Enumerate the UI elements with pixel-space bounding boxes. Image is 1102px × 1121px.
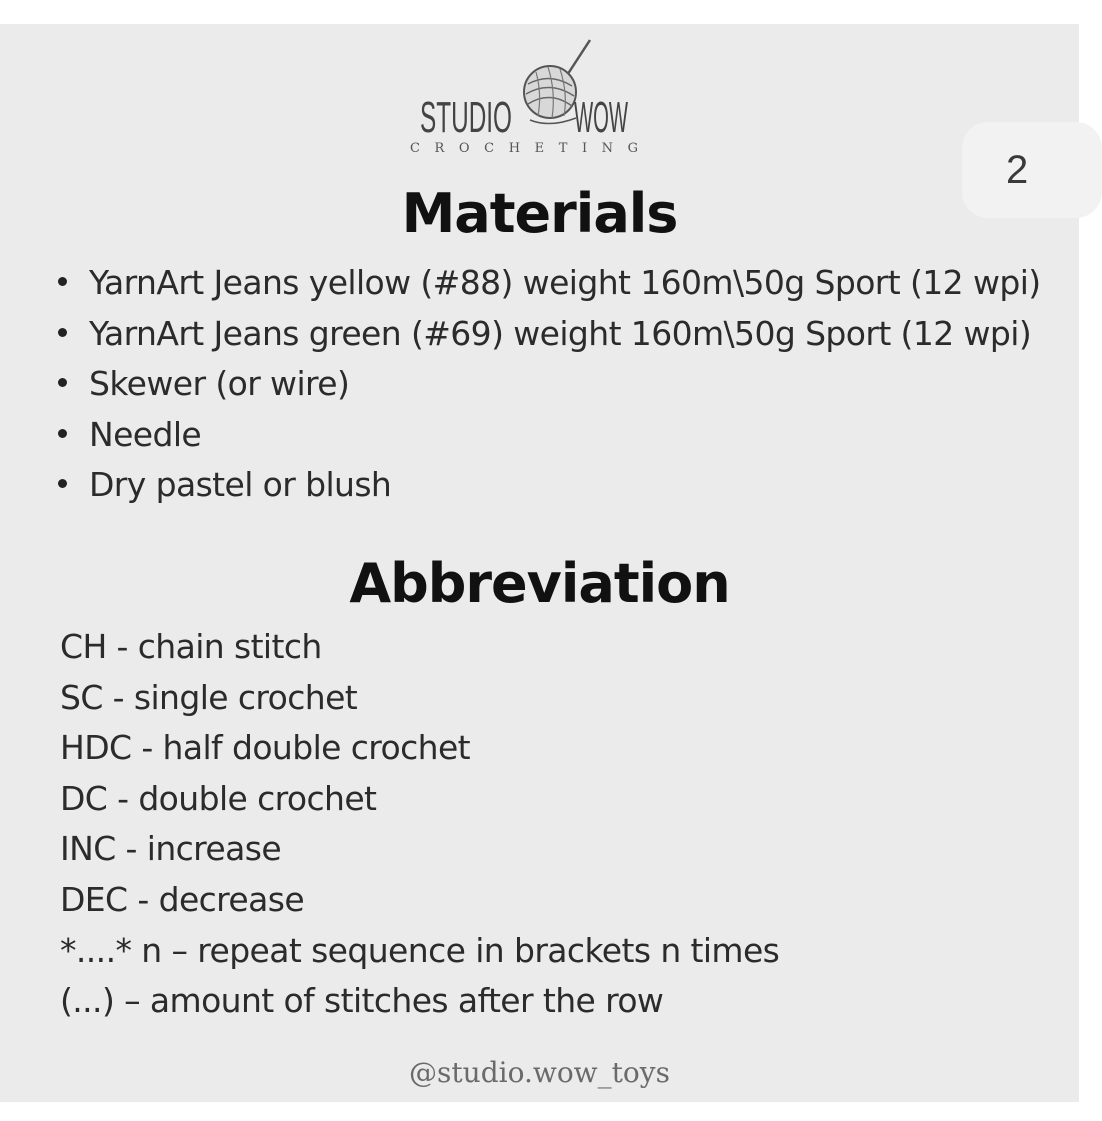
abbreviation-item: HDC - half double crochet — [60, 728, 471, 768]
list-item: YarnArt Jeans green (#69) weight 160m\50g Sport (12 wpi) — [58, 309, 1041, 360]
list-item: Dry pastel or blush — [58, 460, 1041, 511]
list-item: Skewer (or wire) — [58, 359, 1041, 410]
abbreviation-item: INC - increase — [60, 829, 282, 869]
list-item: YarnArt Jeans yellow (#88) weight 160m\50g Sport (12 wpi) — [58, 258, 1041, 309]
materials-heading: Materials — [401, 182, 678, 245]
page-number-badge: 2 — [962, 122, 1102, 218]
abbreviation-item: SC - single crochet — [60, 677, 358, 717]
bullet-icon — [58, 328, 67, 337]
abbreviation-item: CH - chain stitch — [60, 627, 322, 666]
list-item: Needle — [58, 410, 1041, 461]
bullet-icon — [58, 479, 67, 488]
yarn-ball-icon — [410, 24, 670, 164]
svg-text:CROCHETING: CROCHETING — [409, 141, 638, 156]
abbreviation-item: *....* n – repeat sequence in brackets n times — [60, 930, 780, 970]
abbreviation-list — [60, 622, 779, 1027]
svg-text:STUDIO: STUDIO — [419, 93, 512, 142]
abbreviation-heading: Abbreviation — [349, 552, 730, 615]
materials-list — [58, 258, 1041, 511]
bullet-icon — [58, 429, 67, 438]
abbreviation-item: DC - double crochet — [60, 778, 377, 818]
svg-text:WOW: WOW — [573, 93, 628, 142]
bullet-icon — [58, 277, 67, 286]
studio-wow-logo — [0, 24, 1079, 164]
bullet-icon — [58, 378, 67, 387]
abbreviation-item: (...) – amount of stitches after the row — [60, 981, 664, 1021]
abbreviation-item: DEC - decrease — [60, 879, 305, 919]
footer-handle: @studio.wow_toys — [409, 1056, 670, 1089]
